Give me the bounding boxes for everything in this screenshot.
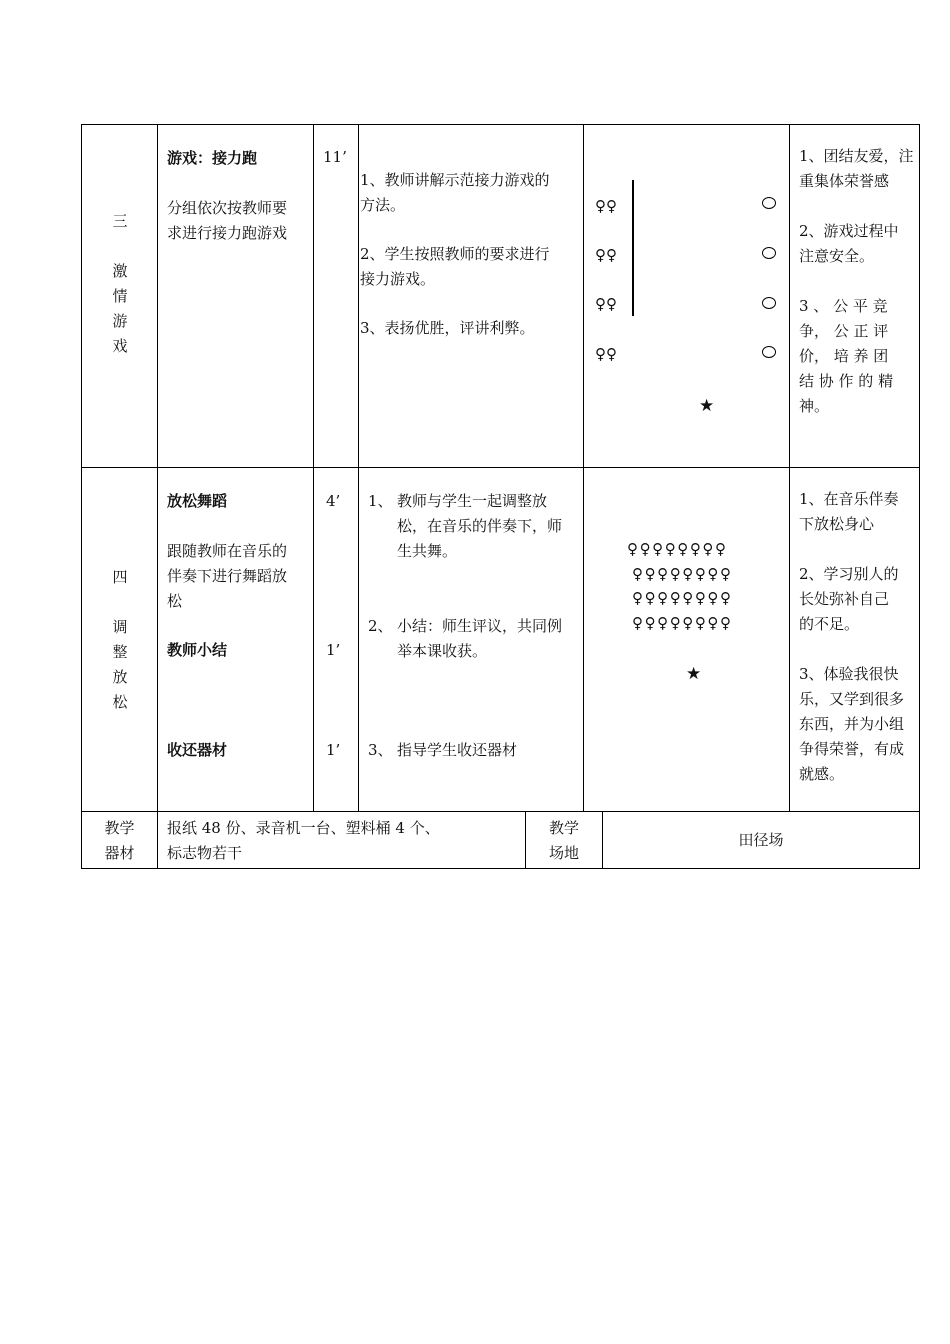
section4-phase-char: 整 — [112, 643, 128, 661]
section4-item-title: 放松舞蹈 — [167, 492, 228, 510]
method-line: 2、学生按照教师的要求进行 — [360, 245, 550, 263]
section3-phase-label — [105, 209, 135, 359]
section4-phase-char: 放 — [112, 668, 128, 686]
student-group-row: ♀♀ — [595, 197, 617, 215]
goal-line: 1、团结友爱，注 — [799, 147, 914, 165]
method-line: 3、表扬优胜，评讲利弊。 — [360, 319, 535, 337]
method-item — [360, 168, 582, 218]
section4-phase-char: 调 — [112, 618, 128, 636]
method-line: 松，在音乐的伴奏下，师 — [397, 517, 563, 535]
student-group-row: ♀♀ — [595, 246, 617, 264]
student-row: ♀♀♀♀♀♀♀♀ — [632, 614, 733, 632]
student-row: ♀♀♀♀♀♀♀♀ — [632, 589, 733, 607]
section4-item-time: 4’ — [326, 492, 341, 510]
goal-line: 东西，并为小组 — [799, 715, 905, 733]
goal-line: 1、在音乐伴奏 — [799, 490, 899, 508]
table-border-right — [919, 124, 920, 869]
goal-line: 价， 培 养 团 — [799, 347, 889, 365]
marker-cone-icon — [762, 297, 776, 309]
table-divider-footer — [81, 811, 920, 812]
label-line: 场地 — [548, 844, 579, 862]
label-line: 教学 — [548, 819, 579, 837]
content-line: 求进行接力跑游戏 — [167, 224, 288, 242]
section4-phase-number: 四 — [112, 568, 128, 586]
table-border-top — [81, 124, 920, 125]
method-line: 举本课收获。 — [397, 642, 488, 660]
goal-item — [799, 662, 917, 787]
student-row: ♀♀♀♀♀♀♀♀ — [627, 540, 728, 558]
goal-line: 争得荣誉，有成 — [799, 740, 905, 758]
content-line: 跟随教师在音乐的 — [167, 542, 288, 560]
goal-line: 神。 — [799, 397, 830, 415]
content-line: 分组依次按教师要 — [167, 199, 288, 217]
goal-line: 注意安全。 — [799, 247, 875, 265]
equipment-line: 报纸 48 份、录音机一台、塑料桶 4 个、 — [167, 819, 440, 837]
goal-line: 乐，又学到很多 — [799, 690, 905, 708]
method-number: 3、 — [368, 741, 393, 759]
label-line: 器材 — [104, 844, 135, 862]
goal-line: 下放松身心 — [799, 515, 875, 533]
student-row: ♀♀♀♀♀♀♀♀ — [632, 565, 733, 583]
start-line — [632, 180, 634, 316]
marker-cone-icon — [762, 247, 776, 259]
goal-line: 重集体荣誉感 — [799, 172, 890, 190]
col-divider-content — [313, 124, 314, 812]
teacher-star-icon: ★ — [686, 664, 702, 684]
section3-goals — [799, 144, 917, 419]
col-divider-diagram — [789, 124, 790, 812]
method-line: 接力游戏。 — [360, 270, 436, 288]
section3-phase-char: 激 — [112, 262, 128, 280]
method-line: 方法。 — [360, 196, 406, 214]
venue-value: 田径场 — [738, 831, 784, 849]
table-divider-section — [81, 467, 920, 468]
method-line: 1、教师讲解示范接力游戏的 — [360, 171, 550, 189]
goal-line: 长处弥补自己 — [799, 590, 890, 608]
goal-item — [799, 562, 917, 637]
section3-phase-char: 游 — [112, 312, 128, 330]
equipment-line: 标志物若干 — [167, 844, 243, 862]
goal-item — [799, 219, 917, 269]
section4-item-title: 收还器材 — [167, 741, 228, 759]
section3-phase-number: 三 — [112, 212, 128, 230]
student-group-row: ♀♀ — [595, 295, 617, 313]
section3-phase-char: 戏 — [112, 337, 128, 355]
section4-item-time: 1’ — [326, 741, 341, 759]
goal-line: 3、体验我很快 — [799, 665, 899, 683]
goal-line: 争， 公 正 评 — [799, 322, 889, 340]
equipment-label — [82, 816, 157, 866]
goal-line: 就感。 — [799, 765, 845, 783]
section4-item-time: 1’ — [326, 641, 341, 659]
method-line: 教师与学生一起调整放 — [397, 492, 548, 510]
label-line: 教学 — [104, 819, 135, 837]
table-border-left — [81, 124, 82, 869]
col-divider-method — [583, 124, 584, 812]
goal-line: 2、游戏过程中 — [799, 222, 899, 240]
col-divider-time — [358, 124, 359, 812]
marker-cone-icon — [762, 197, 776, 209]
goal-line: 2、学习别人的 — [799, 565, 899, 583]
goal-item — [799, 144, 917, 194]
section3-content-title: 游戏：接力跑 — [167, 149, 258, 167]
method-item — [360, 316, 582, 341]
section4-phase-label — [105, 565, 135, 715]
venue-label — [526, 816, 602, 866]
goal-item — [799, 487, 917, 537]
section4-item-title: 教师小结 — [167, 641, 228, 659]
method-line: 指导学生收还器材 — [397, 741, 518, 759]
marker-cone-icon — [762, 346, 776, 358]
method-number: 1、 — [368, 492, 393, 510]
method-line: 小结：师生评议，共同例 — [397, 617, 563, 635]
table-border-bottom — [81, 868, 920, 869]
section3-methods — [360, 168, 582, 341]
section4-content-text — [167, 539, 312, 614]
section3-time: 11’ — [323, 148, 347, 166]
goal-line: 3 、 公 平 竞 — [799, 297, 888, 315]
equipment-list — [167, 816, 523, 866]
content-line: 松 — [167, 592, 183, 610]
col-divider-phase — [157, 124, 158, 869]
goal-item — [799, 294, 917, 419]
goal-line: 的不足。 — [799, 615, 860, 633]
student-group-row: ♀♀ — [595, 345, 617, 363]
section4-phase-char: 松 — [112, 693, 128, 711]
goal-line: 结 协 作 的 精 — [799, 372, 894, 390]
method-number: 2、 — [368, 617, 393, 635]
method-item — [360, 242, 582, 292]
content-line: 伴奏下进行舞蹈放 — [167, 567, 288, 585]
section3-phase-char: 情 — [112, 287, 128, 305]
section3-content-text — [167, 196, 312, 246]
teacher-star-icon: ★ — [699, 396, 715, 416]
section4-goals — [799, 487, 917, 787]
method-line: 生共舞。 — [397, 542, 458, 560]
